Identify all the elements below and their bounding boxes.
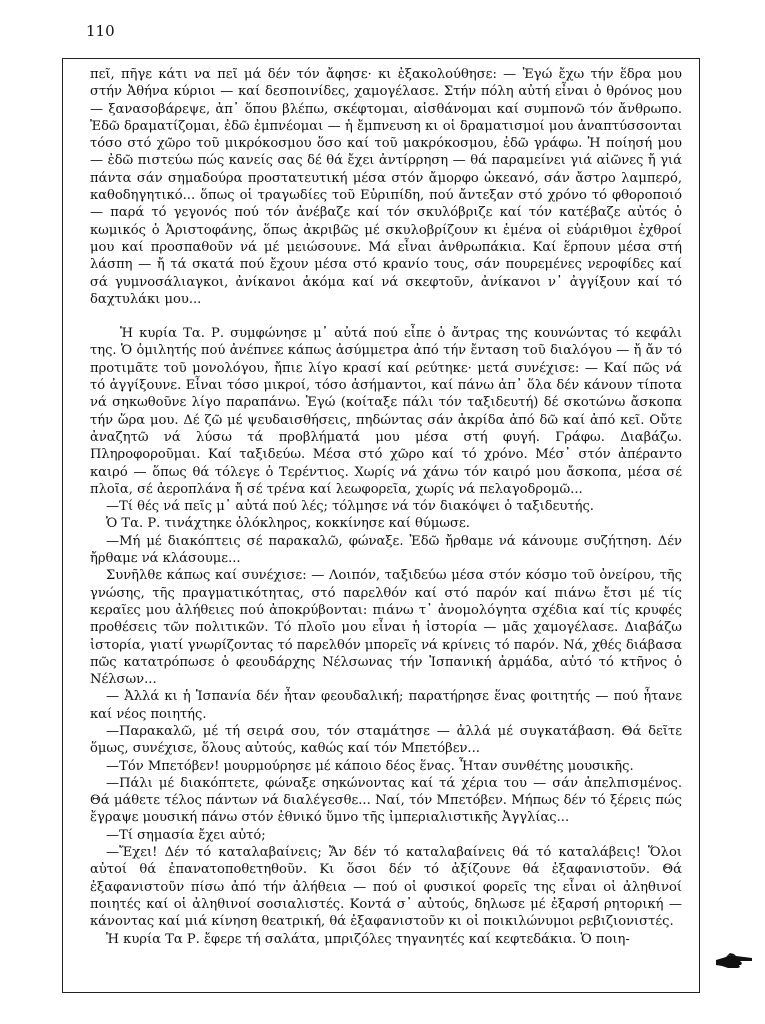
dialogue-line: —Πάλι μέ διακόπτετε, φώναξε σηκώνοντας καί τά χέρια του — σάν ἀπελπισμένος. Θά μάθετε τέλος πάντων νά διαλέγεσθε... Ναί, τόν Μπετόβεν. Μήπως δέν τό ξέρεις πώς ἔγραψε μουσική πάνω στόν ἐθνικό ὕμνο τῆς ἰμπεριαλιστικῆς Ἀγγλίας... <box>90 775 682 826</box>
dialogue-line: —Μή μέ διακόπτεις σέ παρακαλῶ, φώναξε. Ἐδῶ ἤρθαμε νά κάνουμε συζήτηση. Δέν ἤρθαμε νά κλάσουμε... <box>90 533 682 567</box>
dialogue-line: — Ἀλλά κι ἡ Ἱσπανία δέν ἦταν φεουδαλική; παρατήρησε ἕνας φοιτητής — πού ἦτανε καί νέος ποιητής. <box>90 689 682 722</box>
dialogue-line: —Τί θές νά πεῖς μ᾽ αὐτά πού λές; τόλμησε νά τόν διακόψει ὁ ταξιδευτής. <box>106 499 594 515</box>
dialogue-line: —Τί σημασία ἔχει αὐτό; <box>106 827 266 843</box>
dialogue-line: —Ἔχει! Δέν τό καταλαβαίνεις; Ἄν δέν τό καταλαβαίνεις θά τό καταλάβεις! Ὅλοι αὐτοί θά ἐπανατοποθετηθοῦν. Κι ὅσοι δέν τό ἀξίζουνε θά ἐξαφανιστοῦν. Θά ἐξαφανιστοῦν πίσω ἀπό τήν ἀλήθεια — πού οἱ φυσικοί φορεῖς της εἶναι οἱ ἀληθινοί ποιητές καί οἱ ἀληθινοί σοσιαλιστές. Κοντά σ᾽ αὐτούς, δηλωσε μέ ἐξαρσή ρητορική — κάνοντας καί μιά κίνηση θεατρική, θά ἐξαφανιστοῦν κι οἱ ποικιλώνυμοι ρεβιζιονιστές. <box>90 845 682 930</box>
dialogue-line: Ὁ Τα. Ρ. τινάχτηκε ὁλόκληρος, κοκκίνησε καί θύμωσε. <box>106 516 470 532</box>
dialogue-line: —Παρακαλῶ, μέ τή σειρά σου, τόν σταμάτησε — ἀλλά μέ συγκατάβαση. Θά δεῖτε ὅμως, συνέχισε, ὅλους αὐτούς, καθώς καί τόν Μπετόβεν... <box>90 723 682 757</box>
page-number: 110 <box>86 22 115 40</box>
paragraph: Ἡ κυρία Τα. Ρ. συμφώνησε μ᾽ αὐτά πού εἶπε ὁ ἄντρας της κουνώντας τό κεφάλι της. Ὁ ὁμιλητής πού ἀνέπνεε κάπως ἀσύμμετρα ἀπό τήν ἔνταση τοῦ διαλόγου — ἤ ἄν τό προτιμᾶτε τοῦ μονολόγου, ἤπιε λίγο κρασί καί ρεύτηκε· μετά συνέχισε: — Καί πῶς νά τό ἀγγίξουνε. Εἶναι τόσο μικροί, τόσο ἀσήμαντοι, καί πάνω ἀπ᾽ ὅλα δέν κάνουν τίποτα νά σηκωθοῦνε λίγο παραπάνω. Ἐγώ (κοίταξε πάλι τόν ταξιδευτή) δέ σκοτώνω ἄσκοπα τήν ὥρα μου. Δέ ζῶ μέ ψευδαισθήσεις, πηδώντας σάν ἀκρίδα ἀπό δῶ καί ἀπό κεῖ. Οὔτε ἀναζητῶ νά λύσω τά προβλήματά μου μέσα στή φυγή. Γράφω. Διαβάζω. Πληροφοροῦμαι. Καί ταξιδεύω. Μέσα στό χῶρο καί τό χρόνο. Μέσ᾽ στόν ἀπέραντο καιρό — ὅπως θά τόλεγε ὁ Τερέντιος. Χωρίς νά χάνω τόν καιρό μου ἄσκοπα, μέσα σέ πλοῖα, σέ ἀεροπλάνα ἤ σέ τρένα καί λεωφορεῖα, χωρίς νά πελαγοδρομῶ... <box>90 326 682 497</box>
dialogue-line: Συνῆλθε κάπως καί συνέχισε: — Λοιπόν, ταξιδεύω μέσα στόν κόσμο τοῦ ὀνείρου, τῆς γνώσης, τῆς πραγματικότητας, στό παρελθόν καί στό παρόν καί πιάνω ἔτσι μέ τίς κεραῖες μου ἀλήθειες πού ἀποκρύβονται: πιάνω τ᾽ ἀνομολόγητα σχέδια καί τίς κρυφές προθέσεις τῶν πολιτικῶν. Τό πλοῖο μου εἶναι ἡ ἱστορία — μᾶς χαμογέλασε. Διαβάζω ἱστορία, γιατί γνωρίζοντας τό παρελθόν μπορεῖς νά κρίνεις τό παρόν. Νά, χθές διάβασα πῶς κατατρόπωσε ὁ φεουδάρχης Νέλσωνας τήν Ἱσπανική ἀρμάδα, αὐτό τό κτῆνος ὁ Νέλσων... <box>90 568 682 688</box>
pointing-hand-icon <box>714 952 754 972</box>
dialogue-line: Ἡ κυρία Τα Ρ. ἔφερε τή σαλάτα, μπριζόλες τηγανητές καί κεφτεδάκια. Ὁ ποιη- <box>106 931 630 947</box>
paragraph: πεῖ, πῆγε κάτι να πεῖ μά δέν τόν ἄφησε· κι ἐξακολούθησε: — Ἐγώ ἔχω τήν ἕδρα μου στήν Ἀθήνα κύριοι — καί δεσποινίδες, χαμογέλασε. Στήν πόλη αὐτή εἶναι ὁ θρόνος μου — ξανασοβάρεψε, ἀπ᾽ ὅπου βλέπω, σκέφτομαι, αἰσθάνομαι καί συμπονῶ τόν ἄνθρωπο. Ἐδῶ δραματίζομαι, ἐδῶ ἐμπνέομαι — ἡ ἔμπνευση κι οἱ δραματισμοί μου ἀναπτύσσονται τόσο στό χῶρο τοῦ μικρόκοσμου ὅσο καί τοῦ μακρόκοσμου, ἐδῶ γράφω. Ἡ ποίησή μου — ἐδῶ πιστεύω πώς κανείς σας δέ θά ἔχει ἀντίρρηση — θά παραμείνει γιά αἰῶνες ἤ γιά πάντα σάν σημαδούρα προστατευτική μέσα στόν ἄμορφο ὠκεανό, σάν ἄστρο λαμπερό, καθοδηγητικό... ὅπως οἱ τραγωδίες τοῦ Εὐριπίδη, πού ἄντεξαν στό χρόνο τό φθοροποιό — παρά τό γεγονός πού τόν ἀνέβαζε καί τόν σκυλόβριζε καί τόν κατέβαζε αὐτός ὁ κωμικός ὁ Ἀριστοφάνης, ὅπως ἀκριβῶς μέ σκυλοβρίζουν κι ἐμένα οἱ εὐάριθμοι ἐχθροί μου καί προσπαθοῦν νά μέ μειώσουνε. Μά εἶναι ἀνθρωπάκια. Καί ἕρπουν μέσα στή λάσπη — ἤ τά σκατά πού ἔχουν μέσα στό κρανίο τους, σάν πουρεμένες νεροφίδες καί σά γυμνοσάλιαγκοι, ἀνίκανοι ἀκόμα καί νά σκεφτοῦν, ἀνίκανοι ν᾽ ἀγγίξουν καί τό δαχτυλάκι μου... <box>90 67 682 307</box>
text-body <box>90 66 682 948</box>
dialogue-line: —Τόν Μπετόβεν! μουρμούρησε μέ κάποιο δέος ἕνας. Ἦταν συνθέτης μουσικῆς. <box>106 758 634 774</box>
